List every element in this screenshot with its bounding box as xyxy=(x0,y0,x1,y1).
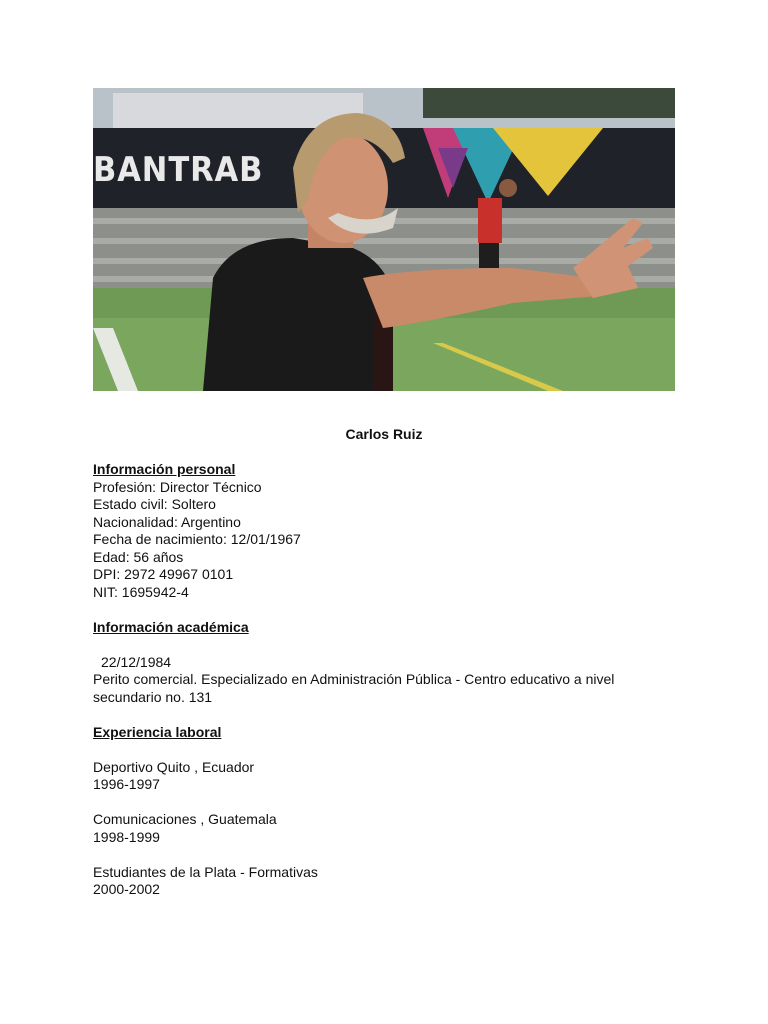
experience-item-title: Deportivo Quito , Ecuador xyxy=(93,758,255,775)
spacer xyxy=(93,601,675,619)
experience-item-years: 1998-1999 xyxy=(93,828,160,845)
person-name: Carlos Ruiz xyxy=(345,426,423,442)
personal-nationality: Nacionalidad: Argentino xyxy=(93,513,241,530)
experience-item-years: 2000-2002 xyxy=(93,881,160,897)
experience-item-title: Estudiantes de la Plata - Formativas xyxy=(93,863,318,880)
spacer xyxy=(93,741,675,759)
personal-info-heading: Información personal xyxy=(93,461,236,477)
photo-illustration xyxy=(93,88,675,391)
personal-birth-date: Fecha de nacimiento: 12/01/1967 xyxy=(93,531,301,547)
personal-marital-status: Estado civil: Soltero xyxy=(93,496,216,512)
personal-nit: NIT: 1695942-4 xyxy=(93,583,189,600)
academic-description: Perito comercial. Especializado en Administración Pública - Centro educativo a nivel secundario no. 131 xyxy=(93,671,619,705)
academic-date: 22/12/1984 xyxy=(101,653,172,670)
personal-age: Edad: 56 años xyxy=(93,548,184,565)
spacer xyxy=(93,794,675,812)
personal-dpi: DPI: 2972 49967 0101 xyxy=(93,566,234,582)
spacer xyxy=(93,846,675,864)
banner-text: BANTRAB xyxy=(93,150,264,190)
coach-photo xyxy=(93,88,675,391)
spacer xyxy=(93,706,675,724)
personal-profession: Profesión: Director Técnico xyxy=(93,478,262,495)
experience-item-title: Comunicaciones , Guatemala xyxy=(93,811,277,827)
cv-content xyxy=(93,426,675,899)
work-experience-heading: Experiencia laboral xyxy=(93,723,222,740)
experience-item-years: 1996-1997 xyxy=(93,776,160,792)
spacer xyxy=(93,636,675,654)
academic-info-heading: Información académica xyxy=(93,618,249,635)
